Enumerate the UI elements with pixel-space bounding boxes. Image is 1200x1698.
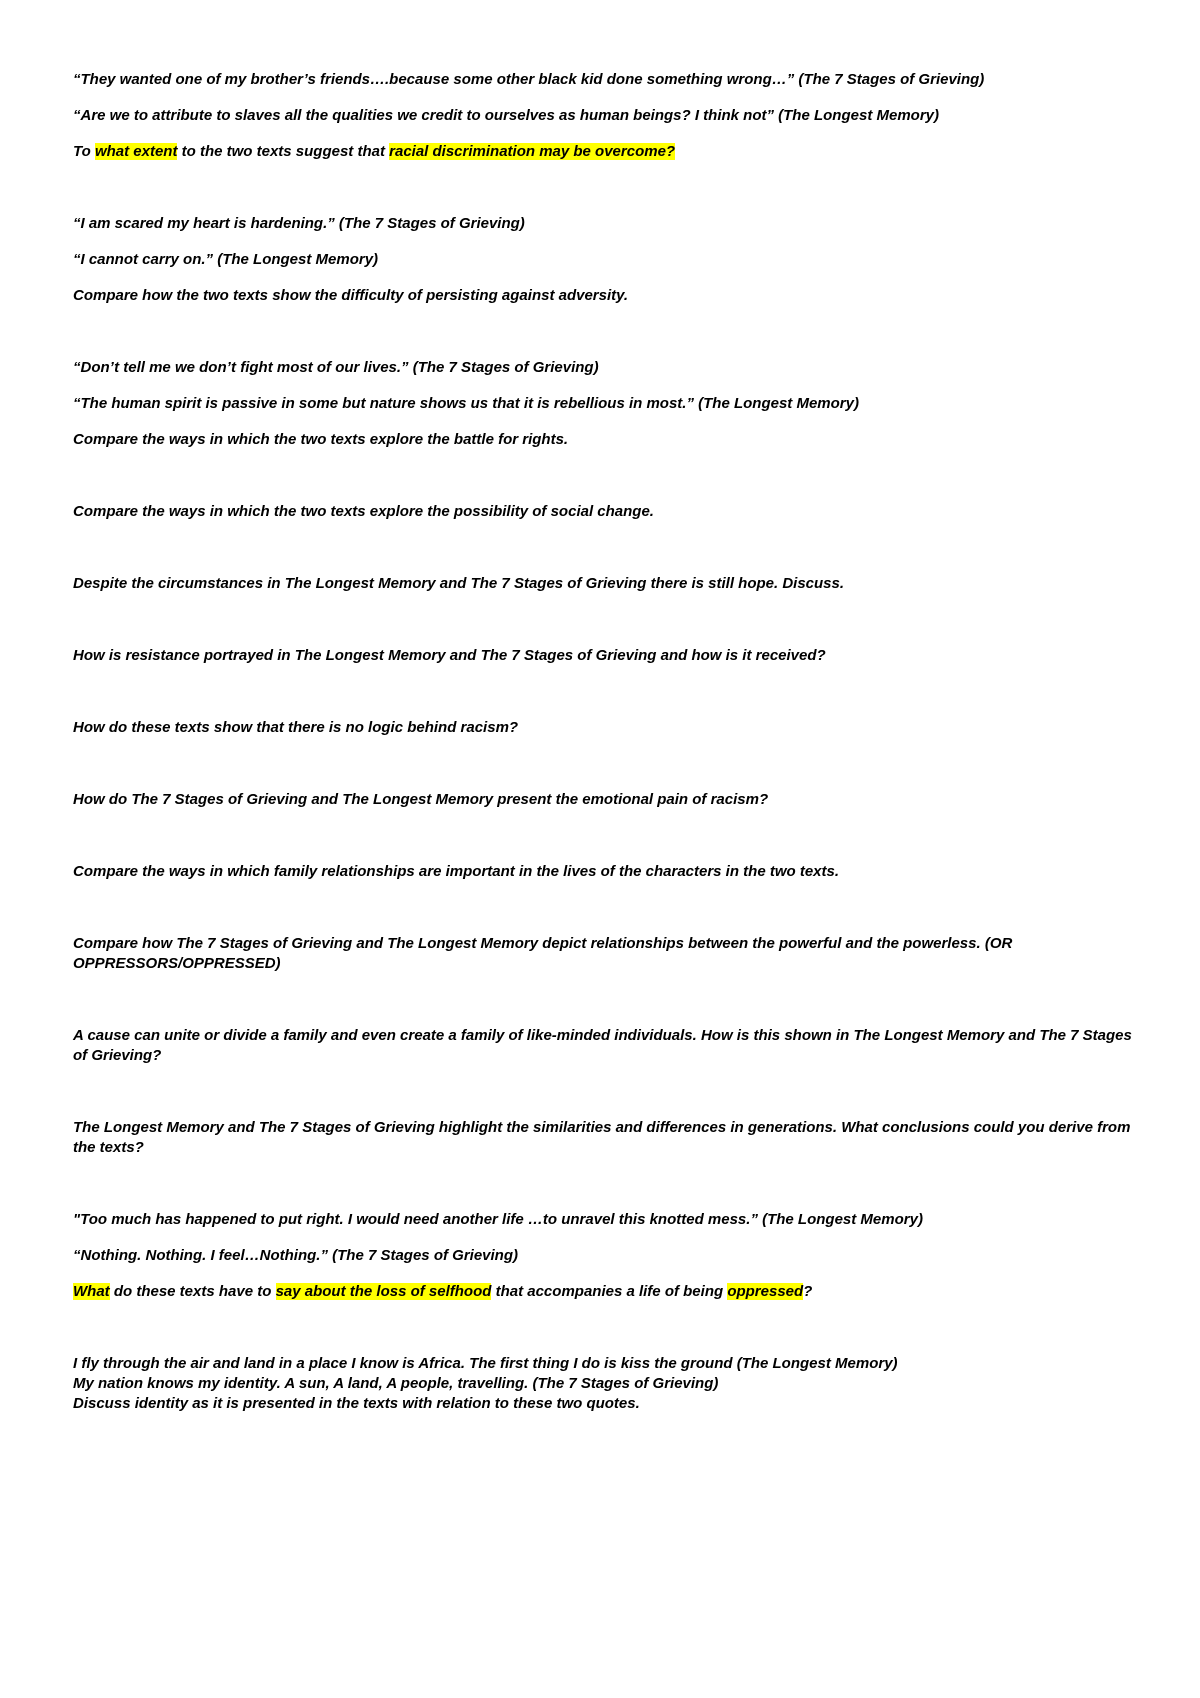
question-list bbox=[73, 70, 1133, 1414]
highlighted-text: What bbox=[73, 1283, 110, 1300]
quote-line: “I cannot carry on.” (The Longest Memory) bbox=[73, 251, 379, 268]
question-prompt: Compare how The 7 Stages of Grieving and The Longest Memory depict relationships between the powerful and the powerless. (OR OPPRESSORS/OPPRESSED) bbox=[73, 935, 1013, 972]
question-prompt: Compare the ways in which the two texts explore the battle for rights. bbox=[73, 431, 569, 448]
prompt-text: do these texts have to bbox=[109, 1283, 276, 1300]
quote-line: “Don’t tell me we don’t fight most of our lives.” (The 7 Stages of Grieving) bbox=[73, 359, 599, 376]
question-prompt: Compare the ways in which family relationships are important in the lives of the characters in the two texts. bbox=[73, 863, 840, 880]
quote-line: “Nothing. Nothing. I feel…Nothing.” (The 7 Stages of Grieving) bbox=[73, 1247, 518, 1264]
question-prompt: How do The 7 Stages of Grieving and The Longest Memory present the emotional pain of racism? bbox=[73, 791, 769, 808]
quote-line: I fly through the air and land in a place I know is Africa. The first thing I do is kiss the ground (The Longest Memory) bbox=[73, 1355, 898, 1372]
question-prompt: How do these texts show that there is no logic behind racism? bbox=[73, 719, 519, 736]
question-prompt: How is resistance portrayed in The Longest Memory and The 7 Stages of Grieving and how is it received? bbox=[73, 647, 826, 664]
question-prompt: The Longest Memory and The 7 Stages of Grieving highlight the similarities and differences in generations. What conclusions could you derive from the texts? bbox=[73, 1119, 1131, 1156]
question-prompt: Despite the circumstances in The Longest Memory and The 7 Stages of Grieving there is still hope. Discuss. bbox=[73, 575, 845, 592]
prompt-text: to the two texts suggest that bbox=[177, 143, 390, 160]
quote-line: “The human spirit is passive in some but nature shows us that it is rebellious in most.” (The Longest Memory) bbox=[73, 395, 859, 412]
question-block-13 bbox=[73, 1210, 1133, 1302]
highlighted-text: racial discrimination may be overcome? bbox=[389, 143, 676, 160]
question-block-14 bbox=[73, 1354, 1133, 1414]
prompt-text: ? bbox=[803, 1283, 813, 1300]
prompt-text: To bbox=[73, 143, 95, 160]
highlighted-text: say about the loss of selfhood bbox=[275, 1283, 492, 1300]
highlighted-text: what extent bbox=[94, 143, 178, 160]
question-prompt bbox=[73, 142, 1133, 162]
question-prompt: Discuss identity as it is presented in the texts with relation to these two quotes. bbox=[73, 1395, 640, 1412]
question-block-2 bbox=[73, 214, 1133, 306]
prompt-text: that accompanies a life of being bbox=[491, 1283, 728, 1300]
question-prompt: Compare how the two texts show the difficulty of persisting against adversity. bbox=[73, 287, 629, 304]
quote-line: “They wanted one of my brother’s friends….because some other black kid done something wrong…” (The 7 Stages of Grieving) bbox=[73, 71, 985, 88]
question-prompt bbox=[73, 1282, 1133, 1302]
question-block-1 bbox=[73, 70, 1133, 162]
question-block-3 bbox=[73, 358, 1133, 450]
quote-line: “Are we to attribute to slaves all the qualities we credit to ourselves as human beings? I think not” (The Longest Memory) bbox=[73, 107, 939, 124]
quote-line: "Too much has happened to put right. I would need another life …to unravel this knotted mess.” (The Longest Memory) bbox=[73, 1211, 923, 1228]
highlighted-text: oppressed bbox=[727, 1283, 804, 1300]
quote-line: “I am scared my heart is hardening.” (The 7 Stages of Grieving) bbox=[73, 215, 525, 232]
question-prompt: A cause can unite or divide a family and even create a family of like-minded individuals. How is this shown in The Longest Memory and The 7 Stages of Grieving? bbox=[73, 1027, 1132, 1064]
quote-line: My nation knows my identity. A sun, A land, A people, travelling. (The 7 Stages of Grieving) bbox=[73, 1375, 719, 1392]
question-prompt: Compare the ways in which the two texts explore the possibility of social change. bbox=[73, 503, 654, 520]
